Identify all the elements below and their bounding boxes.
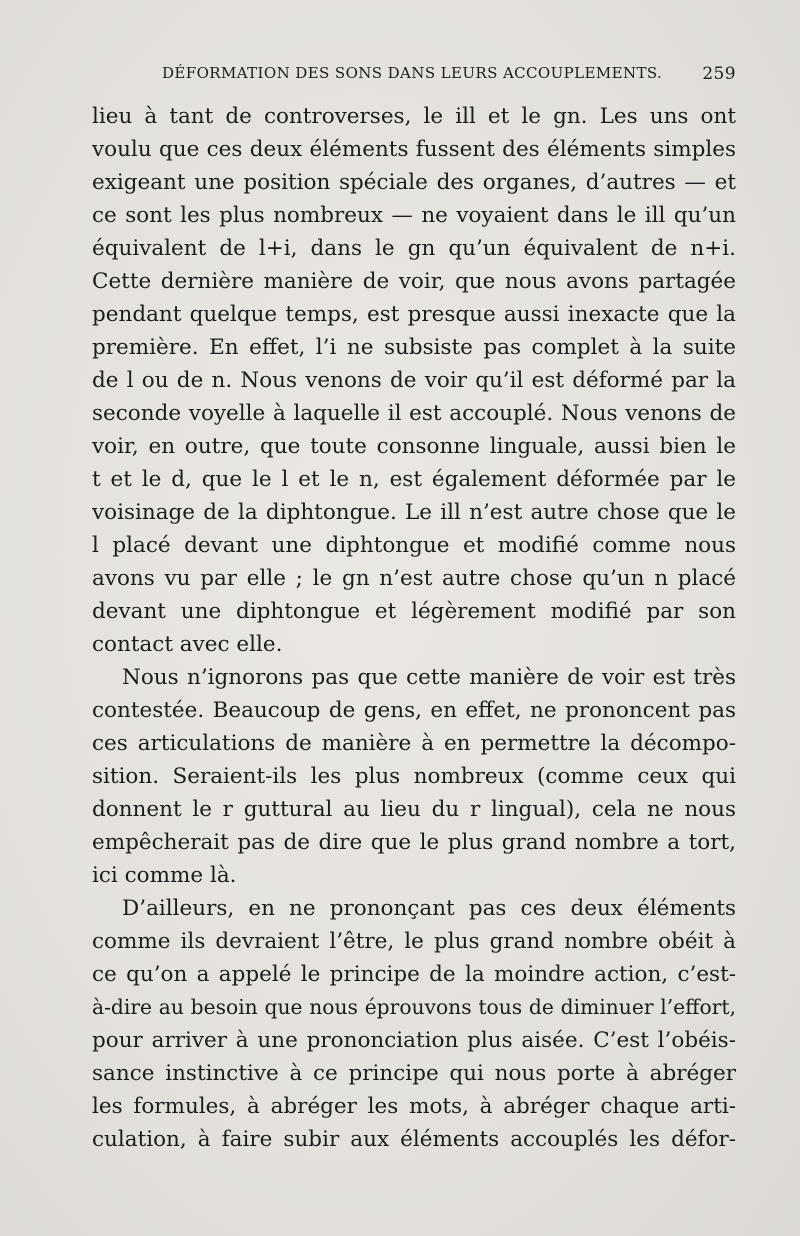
text-line: Cette dernière manière de voir, que nous avons partagée (92, 269, 736, 294)
text-line: ce sont les plus nombreux — ne voyaient dans le ill qu’un (92, 203, 736, 228)
text-line: l placé devant une diphtongue et modifié comme nous (92, 533, 736, 558)
text-line: de l ou de n. Nous venons de voir qu’il est déformé par la (92, 368, 736, 393)
text-line: contact avec elle. (92, 632, 283, 657)
text-line: exigeant une position spéciale des organes, d’autres — et (92, 170, 736, 195)
paragraph-3 (92, 892, 736, 1156)
paragraph-1 (92, 100, 736, 661)
text-line: contestée. Beaucoup de gens, en effet, ne prononcent pas (92, 698, 736, 723)
text-line: avons vu par elle ; le gn n’est autre chose qu’un n placé (92, 566, 736, 591)
paragraph-2 (92, 661, 736, 892)
text-line: équivalent de l+i, dans le gn qu’un équivalent de n+i. (92, 236, 736, 261)
text-line: comme ils devraient l’être, le plus grand nombre obéit à (92, 929, 736, 954)
text-line: sition. Seraient-ils les plus nombreux (comme ceux qui (92, 764, 736, 789)
text-line: culation, à faire subir aux éléments accouplés les défor- (92, 1127, 736, 1152)
text-line: ce qu’on a appelé le principe de la moindre action, c’est- (92, 962, 736, 987)
text-line: t et le d, que le l et le n, est également déformée par le (92, 467, 736, 492)
text-line: ces articulations de manière à en permettre la décompo- (92, 731, 736, 756)
text-line: empêcherait pas de dire que le plus grand nombre a tort, (92, 830, 736, 855)
page-number: 259 (702, 64, 736, 84)
page-body (92, 100, 736, 1156)
text-line: pendant quelque temps, est presque aussi inexacte que la (92, 302, 736, 327)
text-line: sance instinctive à ce principe qui nous porte à abréger (92, 1061, 736, 1086)
text-line: ici comme là. (92, 863, 237, 888)
text-line: donnent le r guttural au lieu du r lingual), cela ne nous (92, 797, 736, 822)
text-line: devant une diphtongue et légèrement modifié par son (92, 599, 736, 624)
text-line: les formules, à abréger les mots, à abréger chaque arti- (92, 1094, 736, 1119)
text-line: pour arriver à une prononciation plus aisée. C’est l’obéis- (92, 1028, 736, 1053)
text-line: Nous n’ignorons pas que cette manière de voir est très (122, 665, 736, 690)
text-line: voulu que ces deux éléments fussent des éléments simples (92, 137, 736, 162)
text-line: lieu à tant de controverses, le ill et le gn. Les uns ont (92, 104, 736, 129)
running-title: DÉFORMATION DES SONS DANS LEURS ACCOUPLEMENTS. (162, 64, 663, 82)
text-line: D’ailleurs, en ne prononçant pas ces deux éléments (122, 896, 736, 921)
running-header (92, 64, 736, 88)
text-line: première. En effet, l’i ne subsiste pas complet à la suite (92, 335, 736, 360)
text-line: seconde voyelle à laquelle il est accouplé. Nous venons de (92, 401, 736, 426)
text-line: à-dire au besoin que nous éprouvons tous de diminuer l’effort, (92, 995, 736, 1019)
text-line: voisinage de la diphtongue. Le ill n’est autre chose que le (92, 500, 736, 525)
text-line: voir, en outre, que toute consonne linguale, aussi bien le (92, 434, 736, 459)
